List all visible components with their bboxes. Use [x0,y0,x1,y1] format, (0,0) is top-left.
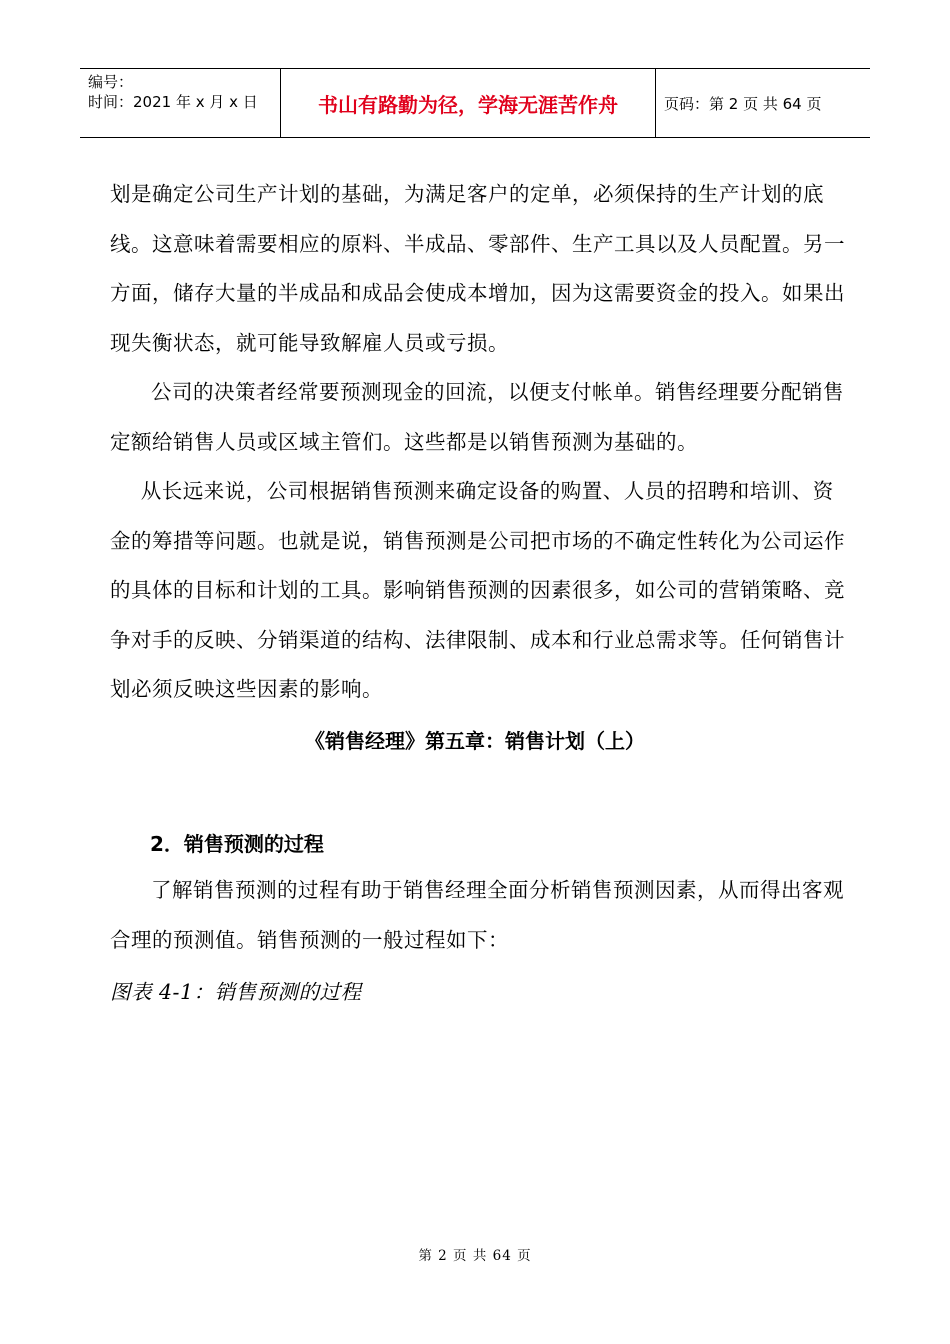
page-header [80,68,870,138]
page-footer: 第 2 页 共 64 页 [418,1248,532,1264]
paragraph: 从长远来说，公司根据销售预测来确定设备的购置、人员的招聘和培训、资金的筹措等问题。也就是说，销售预测是公司把市场的不确定性转化为公司运作的具体的目标和计划的工具。影响销售预测的因素很多，如公司的营销策略、竞争对手的反映、分销渠道的结构、法律限制、成本和行业总需求等。任何销售计划必须反映这些因素的影响。 [110,479,845,701]
header-page-cell [656,69,870,137]
figure-caption: 图表 4-1：销售预测的过程 [110,980,362,1004]
motto-text: 书山有路勤为径，学海无涯苦作舟 [318,92,618,117]
paragraph: 公司的决策者经常要预测现金的回流，以便支付帐单。销售经理要分配销售定额给销售人员或区域主管们。这些都是以销售预测为基础的。 [110,380,844,454]
section-title: 2．销售预测的过程 [150,832,324,856]
header-motto-cell [281,69,656,137]
body-content-2 [110,866,845,965]
body-content [110,170,845,715]
paragraph: 了解销售预测的过程有助于销售经理全面分析销售预测因素，从而得出客观合理的预测值。销售预测的一般过程如下： [110,878,844,952]
paragraph: 划是确定公司生产计划的基础，为满足客户的定单，必须保持的生产计划的底线。这意味着需要相应的原料、半成品、零部件、生产工具以及人员配置。另一方面，储存大量的半成品和成品会使成本增加，因为这需要资金的投入。如果出现失衡状态，就可能导致解雇人员或亏损。 [110,182,845,355]
header-meta-cell [80,69,281,137]
date-label: 时间：2021 年 x 月 x 日 [88,93,258,111]
chapter-title: 《销售经理》第五章：销售计划（上） [305,729,645,753]
page-info: 页码：第 2 页 共 64 页 [664,94,822,113]
code-label: 编号： [88,73,134,91]
